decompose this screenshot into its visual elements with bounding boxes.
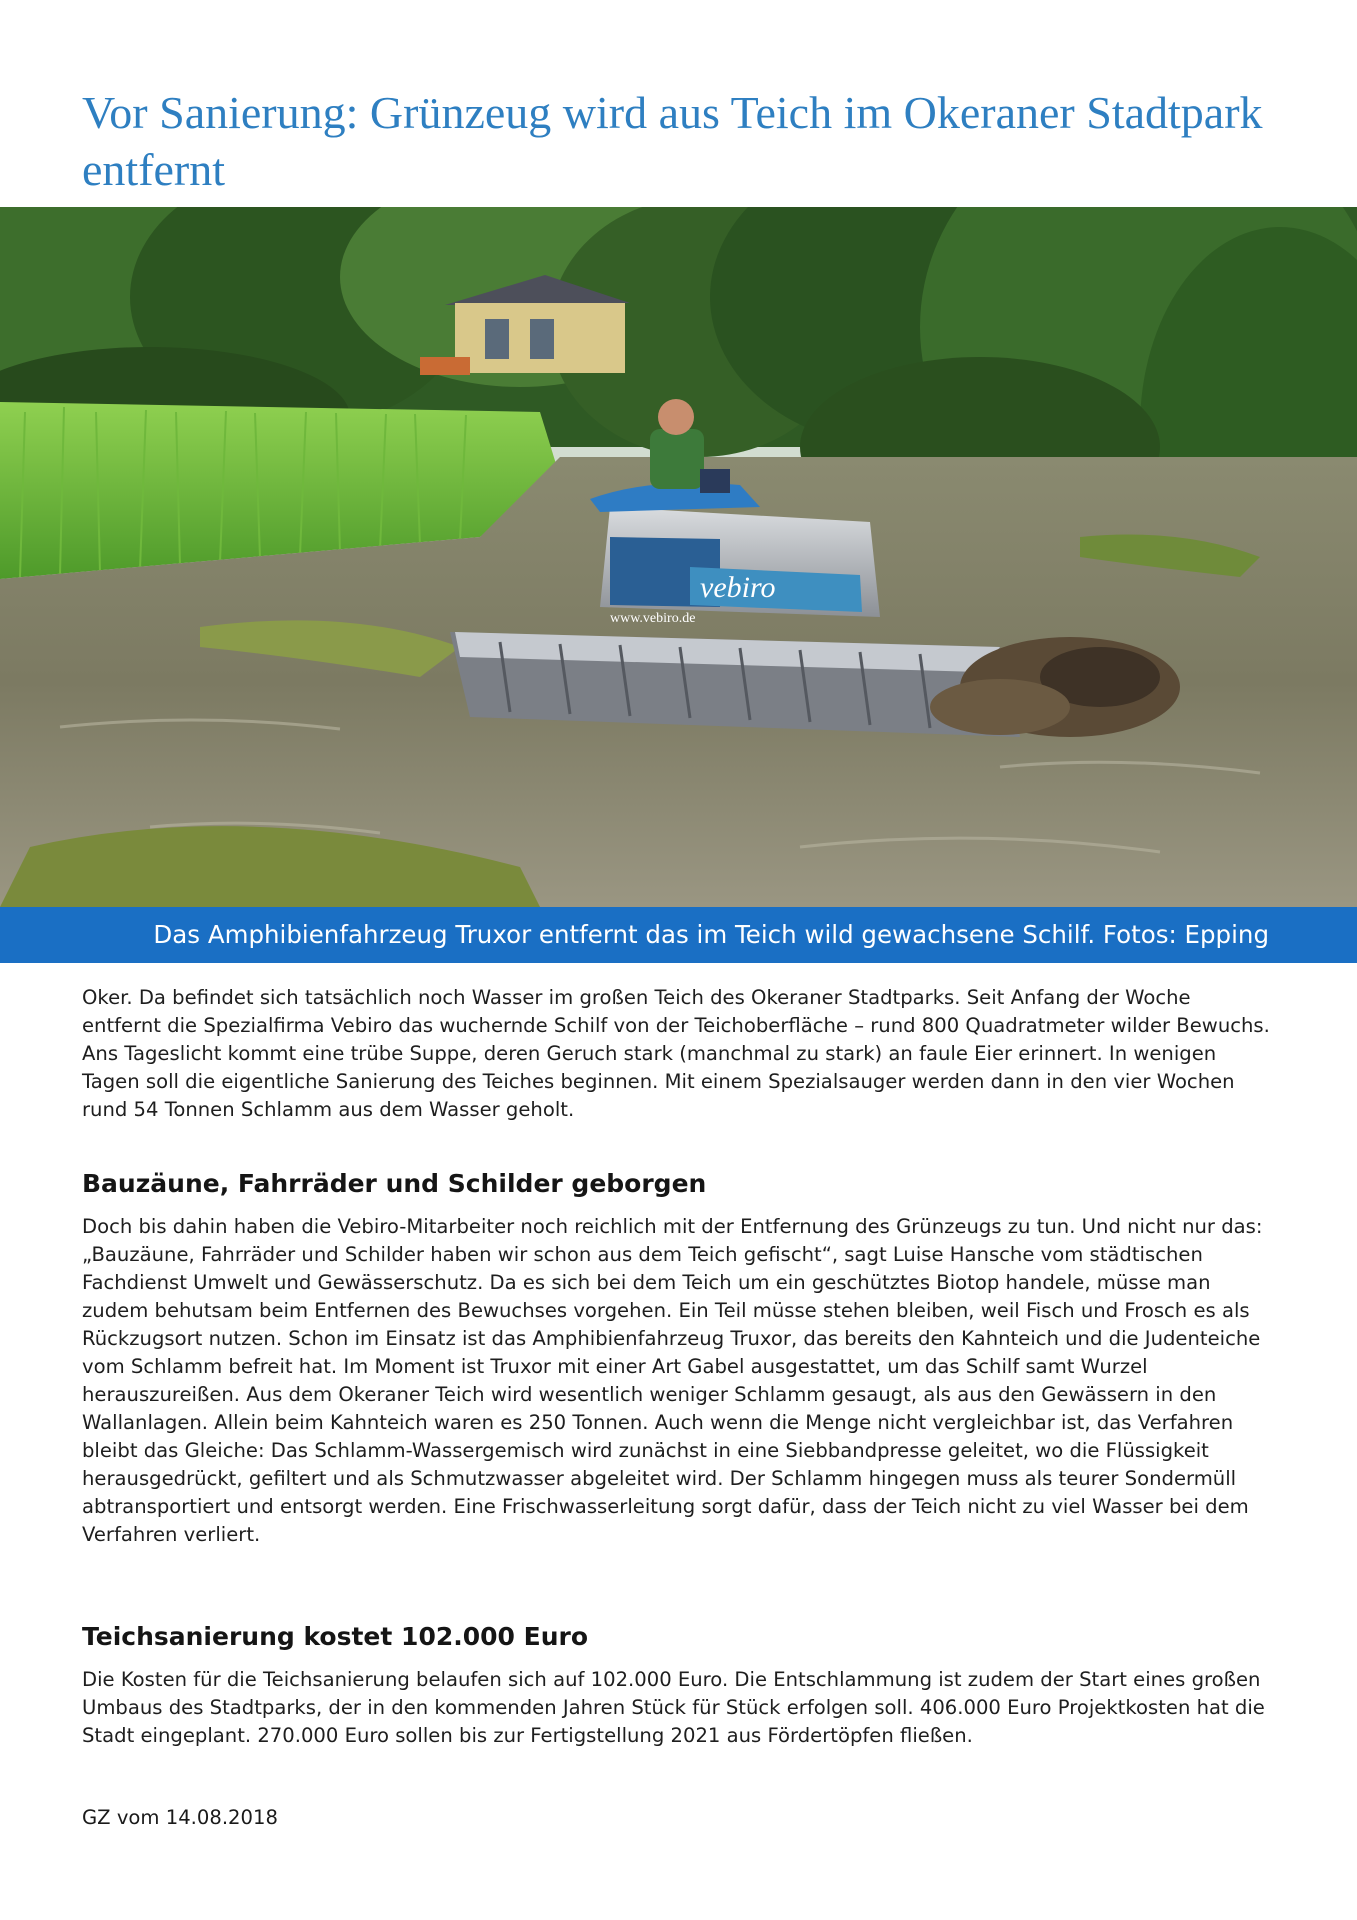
section-text-costs: Die Kosten für die Teichsanierung belaufen sich auf 102.000 Euro. Die Entschlammung ist zudem der Start eines großen Umbaus des Stadtparks, der in den kommenden Jahren Stück für Stück erfolgen soll. 406.000 Euro Projektkosten hat die Stadt eingeplant. 270.000 Euro sollen bis zur Fertigstellung 2021 aus Fördertöpfen fließen. [82, 1668, 1265, 1747]
article-intro: Oker. Da befindet sich tatsächlich noch Wasser im großen Teich des Okeraner Stadtparks. Seit Anfang der Woche entfernt die Spezialfirma Vebiro das wuchernde Schilf von der Teichoberfläche – rund 800 Quadratmeter wilder Bewuchs. Ans Tageslicht kommt eine trübe Suppe, deren Geruch stark (manchmal zu stark) an faule Eier erinnert. In wenigen Tagen soll die eigentliche Sanierung des Teiches beginnen. Mit einem Spezialsauger werden dann in den vier Wochen rund 54 Tonnen Schlamm aus dem Wasser geholt. [82, 986, 1270, 1121]
section-heading-salvage: Bauzäune, Fahrräder und Schilder geborgen [82, 1169, 707, 1198]
section-text-salvage: Doch bis dahin haben die Vebiro-Mitarbeiter noch reichlich mit der Entfernung des Grünzeugs zu tun. Und nicht nur das: „Bauzäune, Fahrräder und Schilder haben wir schon aus dem Teich gefischt“, sagt Luise Hansche vom städtischen Fachdienst Umwelt und Gewässerschutz. Da es sich bei dem Teich um ein geschütztes Biotop handele, müsse man zudem behutsam beim Entfernen des Bewuchses vorgehen. Ein Teil müsse stehen bleiben, weil Fisch und Frosch es als Rückzugsort nutzen. Schon im Einsatz ist das Amphibienfahrzeug Truxor, das bereits den Kahnteich und die Judenteiche vom Schlamm befreit hat. Im Moment ist Truxor mit einer Art Gabel ausgestattet, um das Schilf samt Wurzel herauszureißen. Aus dem Okeraner Teich wird wesentlich weniger Schlamm gesaugt, als aus den Gewässern in den Wallanlagen. Allein beim Kahnteich waren es 250 Tonnen. Auch wenn die Menge nicht vergleichbar ist, das Verfahren bleibt das Gleiche: Das Schlamm-Wassergemisch wird zunächst in eine Siebbandpresse geleitet, wo die Flüssigkeit herausgedrückt, gefiltert und als Schmutzwasser abgeleitet wird. Der Schlamm hingegen muss als teurer Sondermüll abtransportiert und entsorgt werden. Eine Frischwasserleitung sorgt dafür, dass der Teich nicht zu viel Wasser bei dem Verfahren verliert. [82, 1215, 1263, 1546]
article-source: GZ vom 14.08.2018 [82, 1806, 278, 1829]
article-photo [0, 207, 1357, 907]
vehicle-brand-label: vebiro [700, 571, 776, 604]
pond-vehicle-illustration [0, 207, 1357, 907]
photo-caption: Das Amphibienfahrzeug Truxor entfernt das im Teich wild gewachsene Schilf. Fotos: Epping [0, 907, 1357, 963]
vehicle-url-label: www.vebiro.de [610, 611, 696, 626]
section-heading-costs: Teichsanierung kostet 102.000 Euro [82, 1622, 588, 1651]
article-headline: Vor Sanierung: Grünzeug wird aus Teich im Okeraner Stadtpark entfernt [82, 87, 1263, 195]
